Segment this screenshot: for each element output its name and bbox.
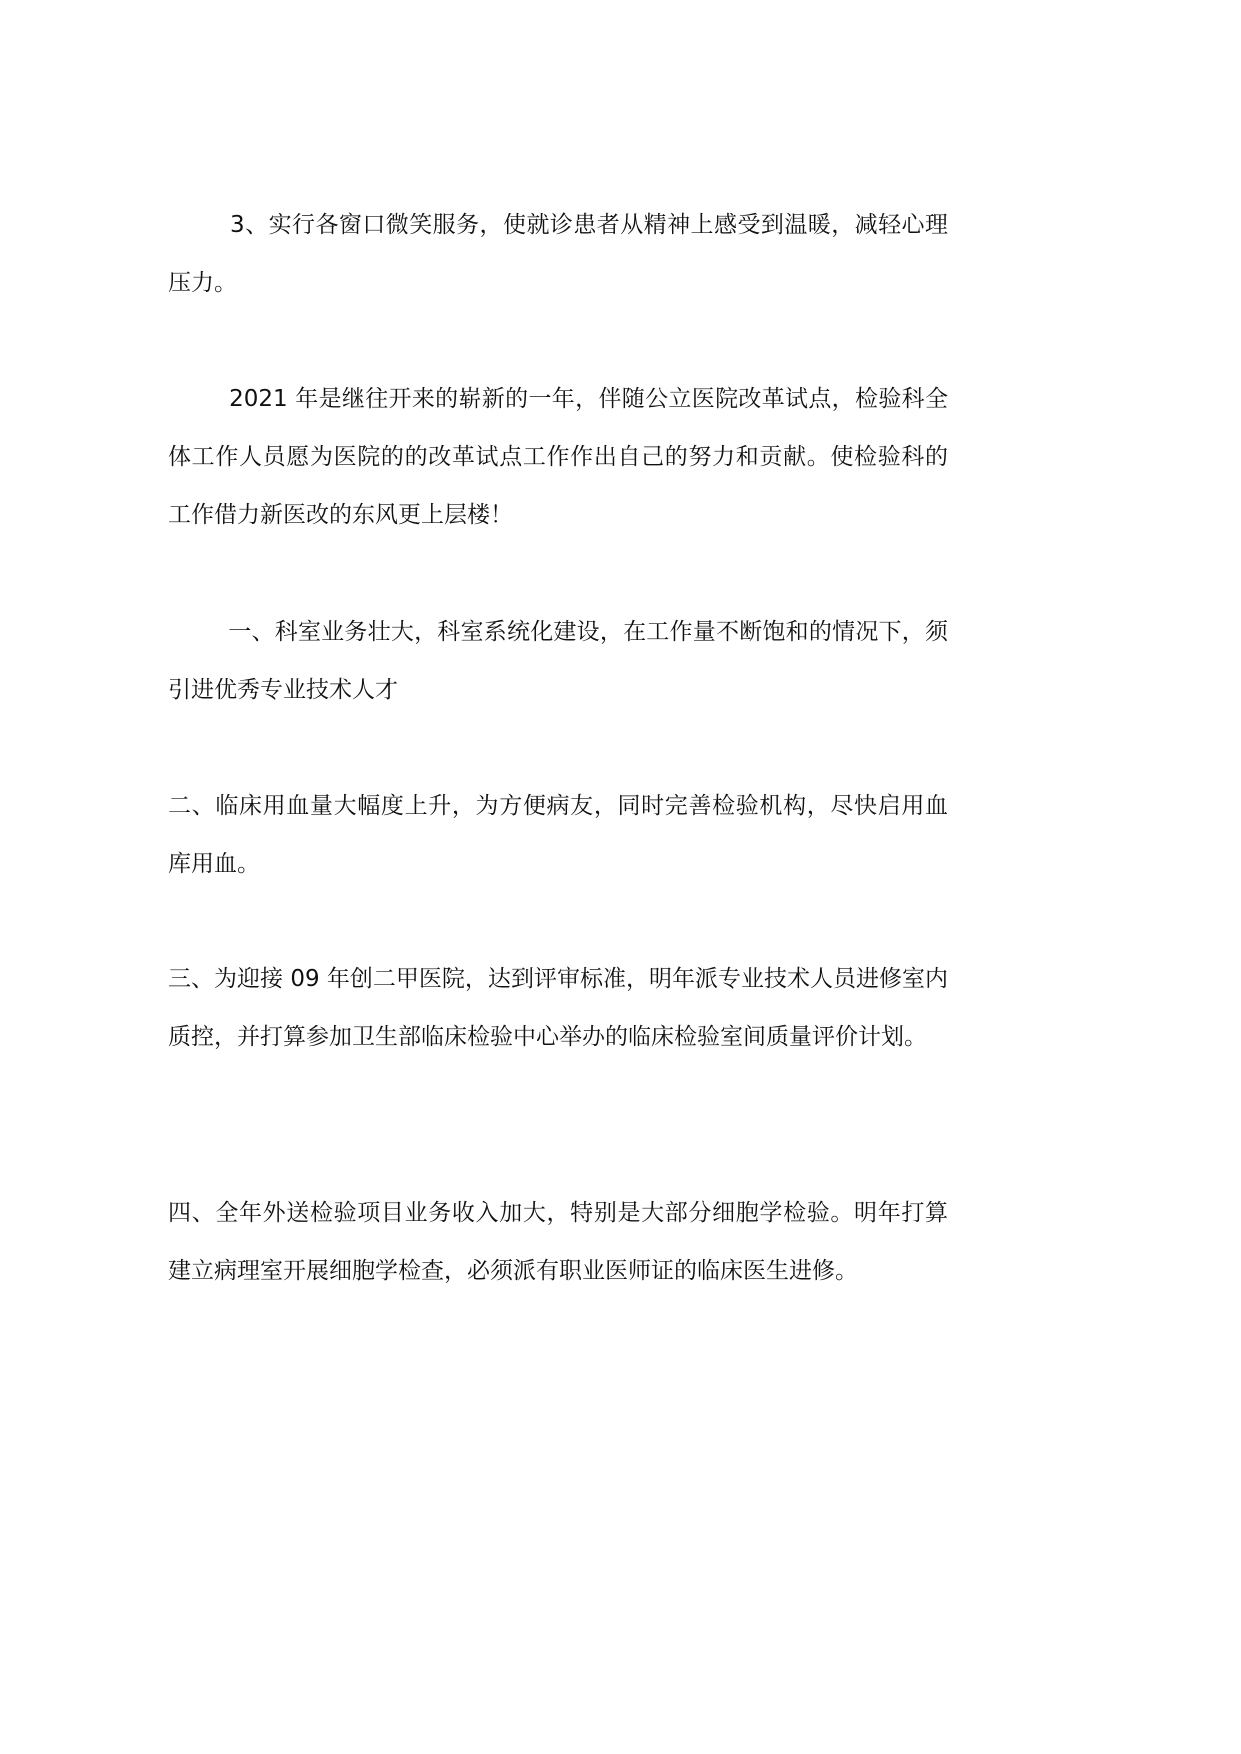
paragraph-item-3-quality-control: 三、为迎接 09 年创二甲医院，达到评审标准，明年派专业技术人员进修室内质控，并打算参加卫生部临床检验中心举办的临床检验室间质量评价计划。 xyxy=(168,966,948,1050)
paragraph-2021-outlook: 2021 年是继往开来的崭新的一年，伴随公立医院改革试点，检验科全体工作人员愿为医院的的改革试点工作作出自己的努力和贡献。使检验科的工作借力新医改的东风更上层楼！ xyxy=(168,386,948,528)
paragraph-item-2-blood-bank: 二、临床用血量大幅度上升，为方便病友，同时完善检验机构，尽快启用血库用血。 xyxy=(168,793,948,877)
paragraph-item-4-cytology: 四、全年外送检验项目业务收入加大，特别是大部分细胞学检验。明年打算建立病理室开展细胞学检查，必须派有职业医师证的临床医生进修。 xyxy=(168,1200,948,1284)
paragraph-window-service: 3、实行各窗口微笑服务，使就诊患者从精神上感受到温暖，减轻心理压力。 xyxy=(168,212,948,296)
paragraph-item-1-talent: 一、科室业务壮大，科室系统化建设，在工作量不断饱和的情况下，须引进优秀专业技术人才 xyxy=(168,619,948,703)
